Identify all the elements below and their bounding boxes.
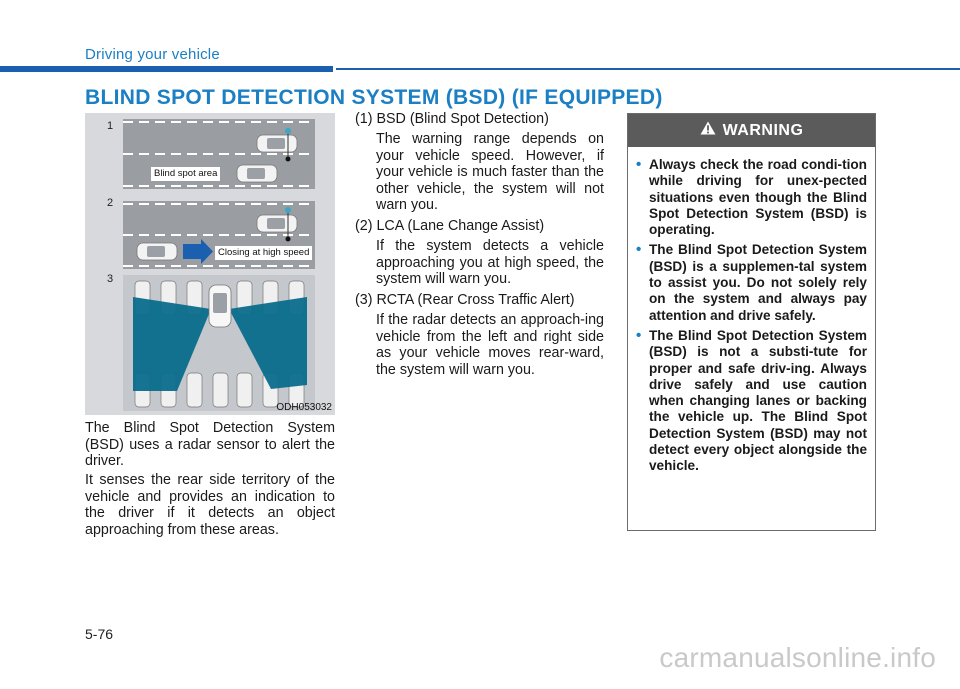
figure-label-1: 1 [107,120,114,132]
page-number: 5-76 [85,626,114,642]
warning-item: • Always check the road condi-tion while driving for unex-pected situations even though the Blind Spot Detection System (BSD) is operating. [636,156,867,238]
sensor-dot [286,237,291,242]
header-rule-thin [336,68,960,70]
callout-closing: Closing at high speed [215,246,312,260]
figure-label-3: 3 [107,273,114,285]
figure-label-2: 2 [107,197,114,209]
mode-heading-rcta: (3) RCTA (Rear Cross Traffic Alert) [355,292,575,308]
warning-header [628,114,875,147]
car-other-1 [237,165,277,182]
mode-heading-lca: (2) LCA (Lane Change Assist) [355,218,545,234]
mode-body-bsd: The warning range depends on your vehicle speed. However, if your vehicle is much faster than the other vehicle, the system will not warn you. [376,131,604,214]
sensor-dot [285,207,291,213]
intro-paragraph-2: It senses the rear side territory of the vehicle and provides an indication to the driver if it detects an object approaching from these areas. [85,472,335,538]
bsd-illustration [85,113,335,415]
warning-item: • The Blind Spot Detection System (BSD) is not a substi-tute for proper and safe driv-ing. Always drive safely and use caution when changing lanes or backing the vehicle up. The Blind Spot Detection System (BSD) may not detect every object alongside the vehicle. [636,326,867,474]
warning-item: • The Blind Spot Detection System (BSD) is a supplemen-tal system to assist you. Do not solely rely on the system and always pay attention and drive safely. [636,241,867,323]
warning-title: WARNING [722,121,804,139]
callout-blind-spot: Blind spot area [151,167,220,181]
mode-body-lca: If the system detects a vehicle approaching you at high speed, the system will warn you. [376,238,604,288]
car-own-1 [257,135,297,152]
sensor-dot [286,157,291,162]
mode-body-rcta: If the radar detects an approach-ing vehicle from the left and right side as your vehicle moves rear-ward, the system will warn you. [376,312,604,378]
page-title: BLIND SPOT DETECTION SYSTEM (BSD) (IF EQUIPPED) [85,86,663,109]
section-label: Driving your vehicle [85,46,220,63]
car-own-3 [209,285,231,327]
figure-code: ODH053032 [276,402,332,413]
bsd-diagram [85,113,335,415]
car-other-2 [137,243,177,260]
bullet-icon: • [636,156,642,173]
header-rule-thick [0,66,333,72]
warning-list [636,157,867,475]
bullet-icon: • [636,241,642,259]
watermark: carmanualsonline.info [659,642,936,673]
bullet-icon: • [636,326,642,344]
intro-paragraph-1: The Blind Spot Detection System (BSD) uses a radar sensor to alert the driver. [85,420,335,470]
mode-heading-bsd: (1) BSD (Blind Spot Detection) [355,111,549,127]
warning-triangle-icon [700,121,716,140]
car-own-2 [257,215,297,232]
sensor-dot [285,128,291,134]
warning-box [627,113,876,531]
